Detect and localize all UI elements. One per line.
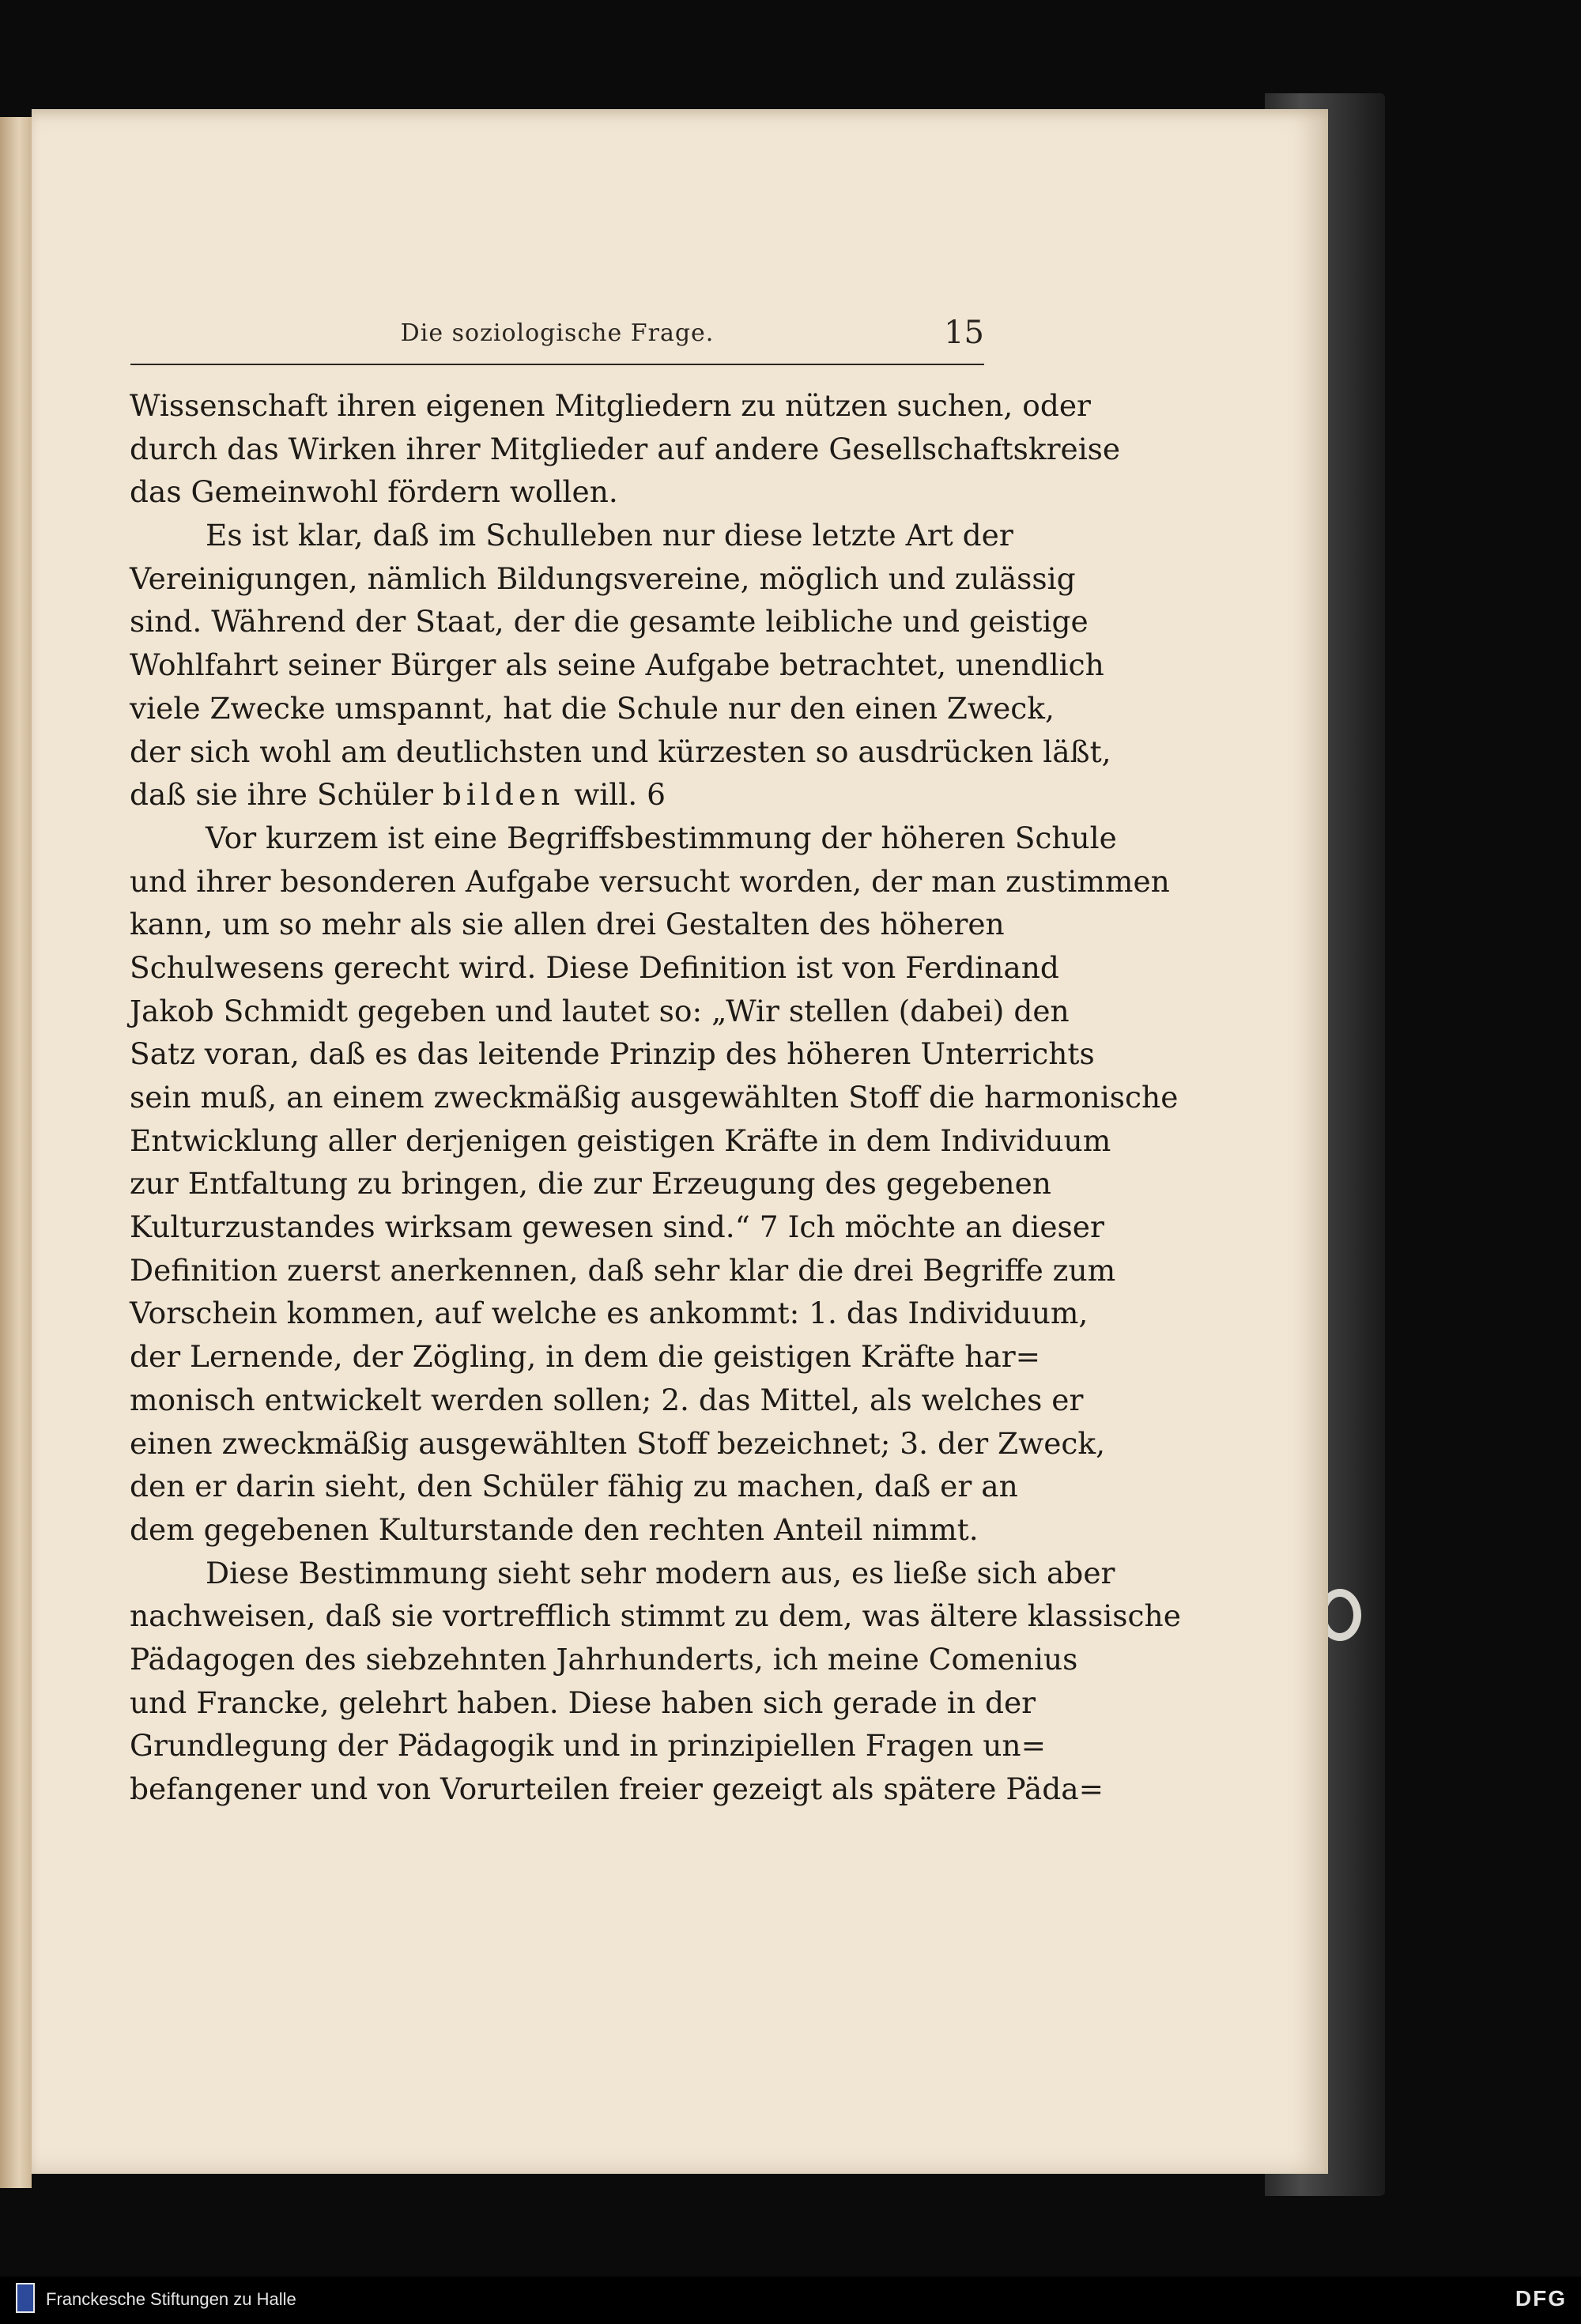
body-text [130, 384, 1181, 1811]
text-segment: will. 6 [574, 777, 666, 813]
text-line: das Gemeinwohl fördern wollen. [130, 474, 618, 510]
emphasized-word: bilden [442, 777, 565, 813]
left-page-edge [0, 117, 32, 2188]
text-line: Satz voran, daß es das leitende Prinzip des höheren Unterrichts [130, 1036, 1095, 1072]
text-line: befangener und von Vorurteilen freier gezeigt als spätere Päda= [130, 1771, 1104, 1806]
text-line: sind. Während der Staat, der die gesamte leibliche und geistige [130, 604, 1089, 639]
text-line: sein muß, an einem zweckmäßig ausgewählten Stoff die harmonische [130, 1080, 1179, 1115]
dfg-logo: DFG [1515, 2286, 1567, 2311]
text-line: monisch entwickelt werden sollen; 2. das Mittel, als welches er [130, 1382, 1084, 1417]
footer-institution: Franckesche Stiftungen zu Halle [46, 2289, 296, 2309]
text-line: Schulwesens gerecht wird. Diese Definition ist von Ferdinand [130, 949, 1059, 985]
text-line [130, 773, 988, 817]
text-segment: daß sie ihre Schüler [130, 777, 433, 813]
text-line: Vorschein kommen, auf welche es ankommt: 1. das Individuum, [130, 1296, 1089, 1331]
text-line: den er darin sieht, den Schüler fähig zu machen, daß er an [130, 1469, 1018, 1504]
text-line: durch das Wirken ihrer Mitglieder auf andere Gesellschaftskreise [130, 431, 1121, 466]
institution-logo-icon [16, 2283, 35, 2313]
running-title: Die soziologische Frage. [400, 319, 715, 347]
text-line: Vor kurzem ist eine Begriffsbestimmung der höheren Schule [206, 820, 1117, 855]
text-line: dem gegebenen Kulturstande den rechten Anteil nimmt. [130, 1511, 979, 1547]
text-line: kann, um so mehr als sie allen drei Gestalten des höheren [130, 907, 1005, 942]
text-line: Pädagogen des siebzehnten Jahrhunderts, ich meine Comenius [130, 1641, 1078, 1677]
text-line: Kulturzustandes wirksam gewesen sind.“ 7 Ich möchte an dieser [130, 1209, 1104, 1245]
book-page [32, 109, 1328, 2174]
text-line: Wissenschaft ihren eigenen Mitgliedern zu nützen suchen, oder [130, 388, 1091, 423]
running-head [130, 315, 984, 365]
text-line: Wohlfahrt seiner Bürger als seine Aufgabe betrachtet, unendlich [130, 647, 1104, 683]
text-line: Grundlegung der Pädagogik und in prinzipiellen Fragen un= [130, 1728, 1047, 1764]
text-line: zur Entfaltung zu bringen, die zur Erzeugung des gegebenen [130, 1166, 1051, 1202]
text-line: nachweisen, daß sie vortrefflich stimmt zu dem, was ältere klassische [130, 1598, 1181, 1634]
text-line: Es ist klar, daß im Schulleben nur diese letzte Art der [206, 518, 1013, 553]
footer-bar [0, 2277, 1581, 2324]
page-number: 15 [944, 315, 984, 351]
text-line: der Lernende, der Zögling, in dem die geistigen Kräfte har= [130, 1339, 1041, 1375]
text-line: Diese Bestimmung sieht sehr modern aus, es ließe sich aber [206, 1555, 1115, 1590]
text-line: Definition zuerst anerkennen, daß sehr klar die drei Begriffe zum [130, 1252, 1116, 1288]
text-line: der sich wohl am deutlichsten und kürzesten so ausdrücken läßt, [130, 734, 1111, 769]
text-line: und Francke, gelehrt haben. Diese haben sich gerade in der [130, 1685, 1036, 1720]
text-line: Jakob Schmidt gegeben und lautet so: „Wir stellen (dabei) den [130, 993, 1070, 1028]
text-line: einen zweckmäßig ausgewählten Stoff bezeichnet; 3. der Zweck, [130, 1425, 1106, 1461]
text-line: Entwicklung aller derjenigen geistigen Kräfte in dem Individuum [130, 1122, 1111, 1158]
text-line: und ihrer besonderen Aufgabe versucht worden, der man zustimmen [130, 863, 1170, 899]
text-line: Vereinigungen, nämlich Bildungsvereine, möglich und zulässig [130, 560, 1076, 596]
text-line: viele Zwecke umspannt, hat die Schule nur den einen Zweck, [130, 690, 1055, 726]
